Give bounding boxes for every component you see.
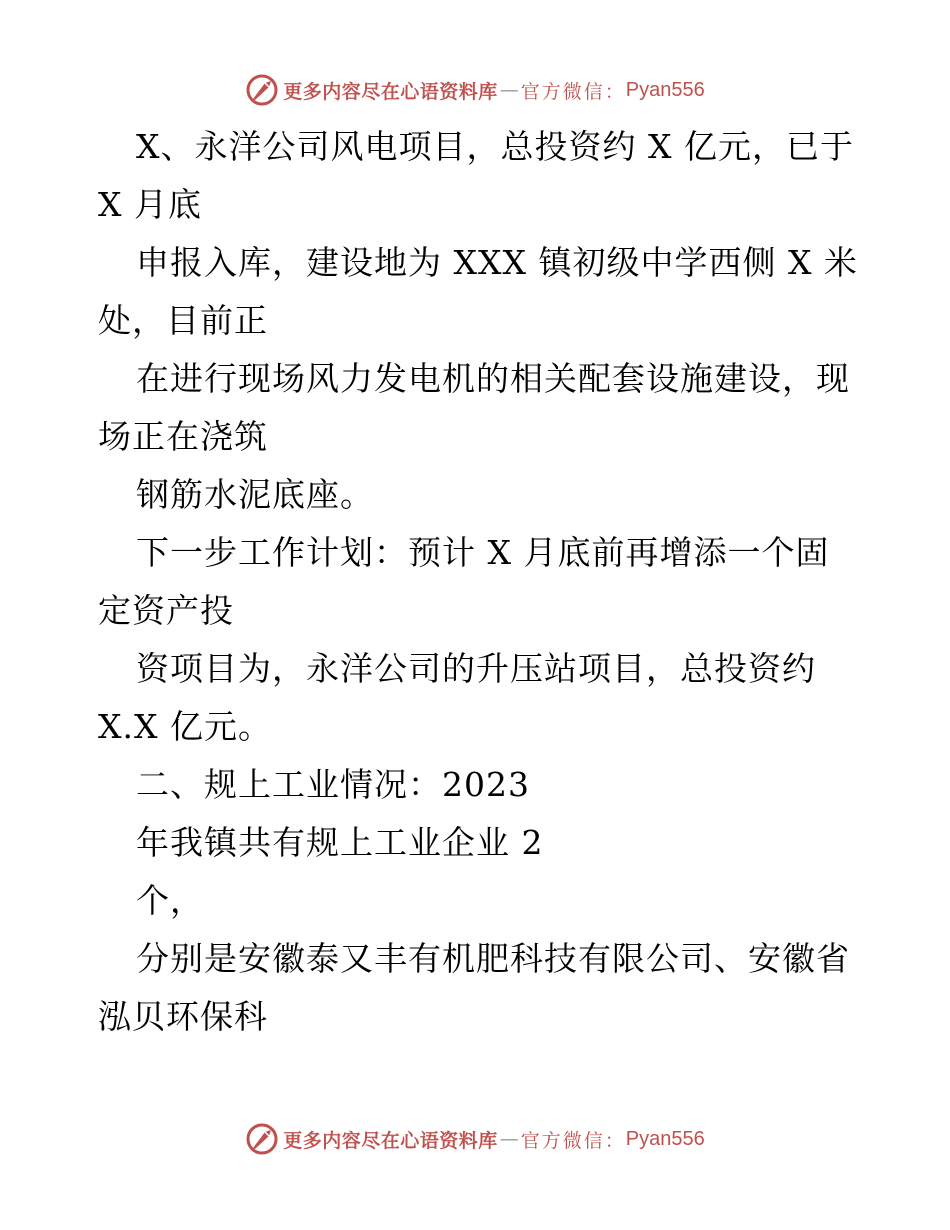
text-line: 资项目为，永洋公司的升压站项目，总投资约 (136, 649, 816, 688)
banner-wechat-id: Pyan556 (625, 1127, 705, 1150)
text-line: 下一步工作计划：预计 X 月底前再增添一个固 (136, 533, 830, 572)
brand-logo-icon (245, 73, 279, 107)
text-line: 定资产投 (98, 591, 234, 630)
text-line: 年我镇共有规上工业企业 2 (136, 823, 544, 862)
text-line: 申报入库，建设地为 XXX 镇初级中学西侧 X 米 (136, 243, 858, 282)
banner-main-text: 更多内容尽在心语资料库 (283, 1129, 498, 1152)
banner-wechat-id: Pyan556 (625, 78, 705, 101)
header-banner (0, 72, 950, 108)
banner-dash: — (499, 79, 519, 101)
text-line: 二、规上工业情况：2023 (136, 765, 530, 804)
document-body (98, 118, 858, 1046)
text-line: X、永洋公司风电项目，总投资约 X 亿元，已于 (136, 127, 854, 166)
banner-sub-text: 官方微信： (520, 1129, 626, 1152)
banner-sub-text: 官方微信： (520, 80, 626, 103)
text-line: X.X 亿元。 (98, 707, 272, 746)
footer-banner (0, 1121, 950, 1157)
banner-main-text: 更多内容尽在心语资料库 (283, 80, 498, 103)
brand-logo-icon (245, 1122, 279, 1156)
text-line: 在进行现场风力发电机的相关配套设施建设，现 (136, 359, 850, 398)
text-line: 个， (136, 881, 204, 920)
text-line: 泓贝环保科 (98, 997, 268, 1036)
banner-dash: — (499, 1128, 519, 1150)
text-line: 处，目前正 (98, 301, 268, 340)
text-line: 钢筋水泥底座。 (136, 475, 374, 514)
text-line: 分别是安徽泰又丰有机肥科技有限公司、安徽省 (136, 939, 850, 978)
text-line: 场正在浇筑 (98, 417, 268, 456)
text-line: X 月底 (98, 185, 202, 224)
